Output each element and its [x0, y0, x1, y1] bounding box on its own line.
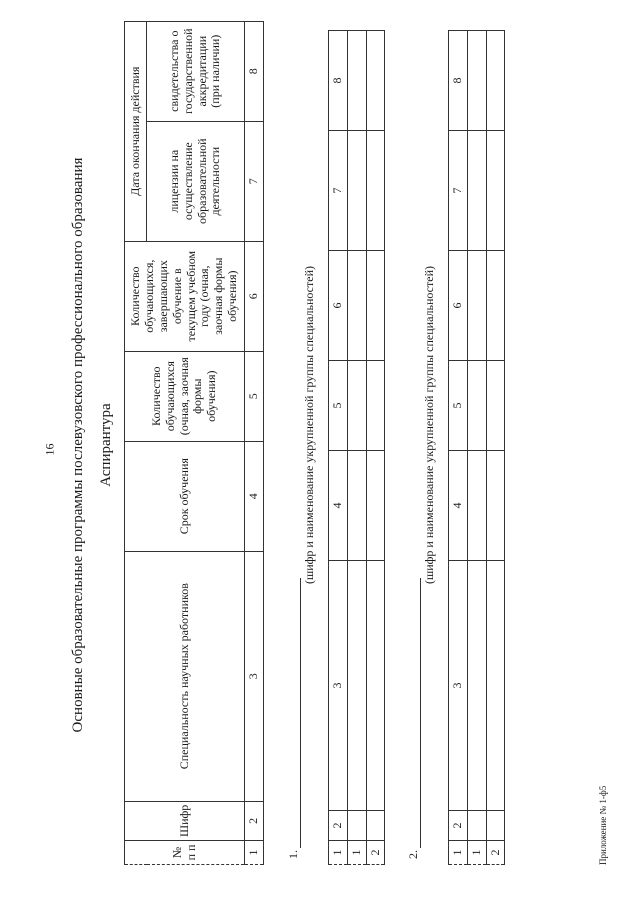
table-cell: [347, 811, 366, 841]
group-2-subrow-1: 1: [467, 841, 486, 865]
table-cell: [467, 361, 486, 451]
table-cell: [486, 31, 505, 131]
col-number-3: 3: [245, 551, 264, 801]
group-1-cell-5: 5: [329, 361, 348, 451]
col-number-7: 7: [245, 121, 264, 241]
group-1-cell-4: 4: [329, 451, 348, 561]
document-title: Основные образовательные программы послевузовского профессионального образования: [70, 157, 86, 733]
group-1-cell-2: 2: [329, 811, 348, 841]
col-number-5: 5: [245, 351, 264, 441]
table-cell: [467, 561, 486, 811]
group-1-caption: (шифр и наименование укрупненной группы специальностей): [302, 266, 316, 584]
table-cell: [347, 561, 366, 811]
table-cell: [486, 361, 505, 451]
group-2-cell-4: 4: [449, 451, 468, 561]
header-license: лицензии на осуществление образовательной деятельности: [147, 121, 245, 241]
table-cell: [366, 31, 385, 131]
group-2-caption: (шифр и наименование укрупненной группы специальностей): [422, 266, 436, 584]
table-cell: [467, 131, 486, 251]
table-cell: [486, 251, 505, 361]
header-expiry-group: Дата окончания действия: [125, 21, 147, 241]
group-1-subrow-1: 1: [347, 841, 366, 865]
table-cell: [467, 451, 486, 561]
group-1-index: 1.: [286, 850, 300, 859]
table-cell: [366, 451, 385, 561]
header-code: Шифр: [125, 801, 245, 840]
group-1-cell-3: 3: [329, 561, 348, 811]
group-1-cell-1: 1: [329, 841, 348, 865]
table-cell: [467, 251, 486, 361]
table-cell: [486, 561, 505, 811]
table-cell: [486, 451, 505, 561]
group-1-fill-line: [288, 578, 301, 848]
table-cell: [467, 811, 486, 841]
footer-note: Приложение № 1-ф5: [598, 785, 608, 865]
group-2-subrow-2: 2: [486, 841, 505, 865]
group-2-heading: [406, 578, 421, 859]
col-number-6: 6: [245, 241, 264, 351]
header-specialty: Специальность научных работников: [125, 551, 245, 801]
group-1-cell-8: 8: [329, 31, 348, 131]
table-cell: [366, 561, 385, 811]
group-1-cell-7: 7: [329, 131, 348, 251]
page-number: 16: [42, 443, 57, 456]
group-2-cell-8: 8: [449, 31, 468, 131]
document-subtitle: Аспирантура: [98, 403, 114, 487]
group-2-cell-3: 3: [449, 561, 468, 811]
group-2-cell-5: 5: [449, 361, 468, 451]
col-number-2: 2: [245, 801, 264, 840]
group-1-subrow-2: 2: [366, 841, 385, 865]
group-2-cell-6: 6: [449, 251, 468, 361]
group-2-cell-7: 7: [449, 131, 468, 251]
group-2-cell-2: 2: [449, 811, 468, 841]
header-term: Срок обучения: [125, 441, 245, 551]
header-graduating: Количество обучающихся, завершающих обучение в текущем учебном году (очная, заочная формы обучения): [125, 241, 245, 351]
table-cell: [347, 131, 366, 251]
col-number-8: 8: [245, 21, 264, 121]
group-1-table: [328, 30, 385, 865]
table-cell: [347, 251, 366, 361]
group-2-index: 2.: [406, 850, 420, 859]
table-cell: [366, 251, 385, 361]
table-cell: [347, 31, 366, 131]
table-cell: [347, 451, 366, 561]
group-1-heading: [286, 578, 301, 859]
group-1-cell-6: 6: [329, 251, 348, 361]
header-num: № п п: [125, 841, 245, 865]
table-cell: [467, 31, 486, 131]
col-number-4: 4: [245, 441, 264, 551]
group-2-fill-line: [408, 578, 421, 848]
header-accreditation: свидетельства о государственной аккредитации (при наличии): [147, 21, 245, 121]
table-cell: [486, 131, 505, 251]
table-cell: [486, 811, 505, 841]
table-cell: [366, 131, 385, 251]
programs-header-table: [124, 21, 264, 865]
group-2-cell-1: 1: [449, 841, 468, 865]
table-cell: [347, 361, 366, 451]
col-number-1: 1: [245, 841, 264, 865]
table-cell: [366, 361, 385, 451]
table-cell: [366, 811, 385, 841]
group-2-table: [448, 30, 505, 865]
header-students: Количество обучающихся (очная, заочная формы обучения): [125, 351, 245, 441]
